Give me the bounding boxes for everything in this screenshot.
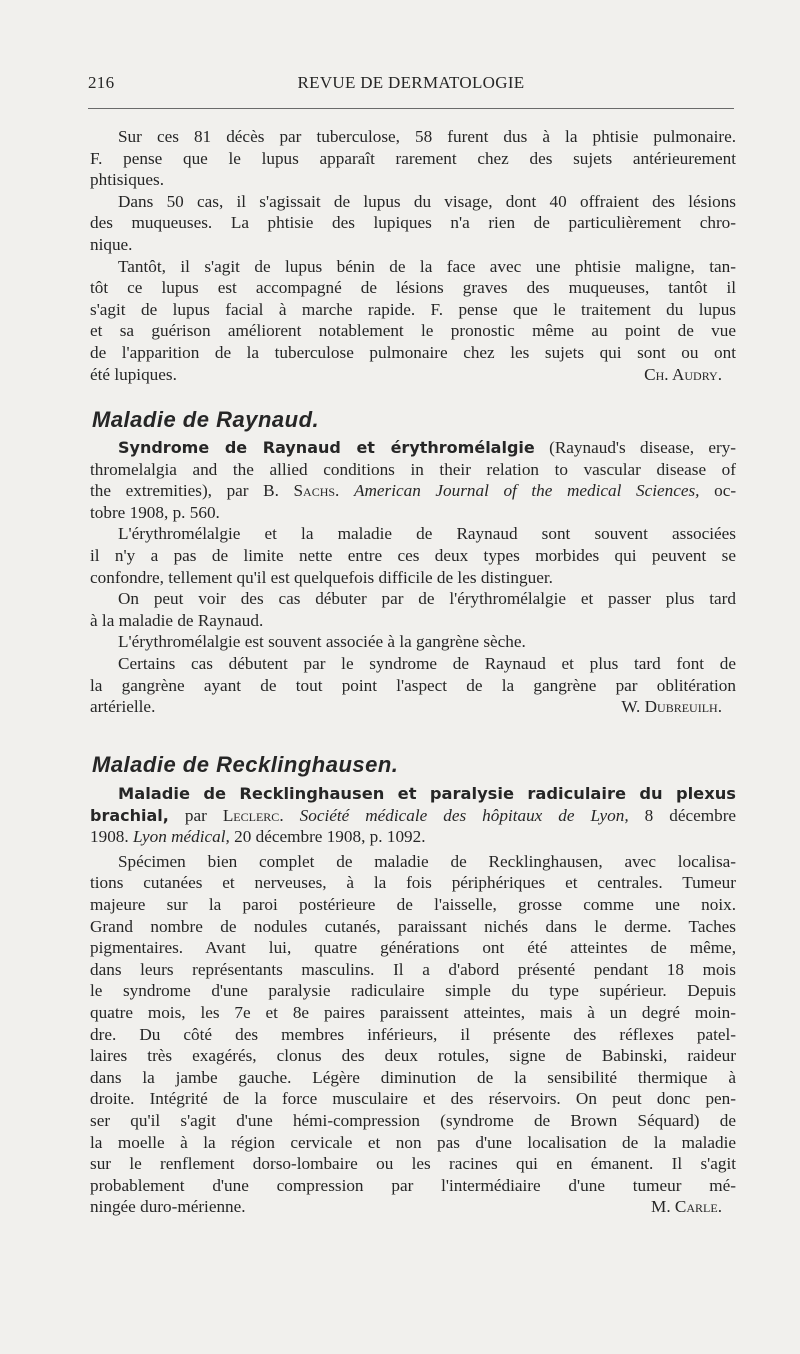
- text-line: droite. Intégrité de la force musculaire et des réservoirs. On peut donc pen-: [90, 1089, 736, 1109]
- text-line: tions cutanées et nerveuses, à la fois périphériques et centrales. Tumeur: [90, 873, 736, 893]
- page-number: 216: [88, 73, 115, 92]
- text-line: On peut voir des cas débuter par de l'érythromélalgie et passer plus tard: [118, 589, 736, 609]
- text-line: quatre mois, les 7e et 8e paires paraissent atteintes, mais à un degré moin-: [90, 1002, 736, 1022]
- text-line: L'érythromélalgie est souvent associée à la gangrène sèche.: [118, 632, 526, 652]
- reference-line: the extremities), par B. Sachs. American Journal of the medical Sciences, oc-: [90, 481, 737, 501]
- reference-line: Syndrome de Raynaud et érythromélalgie (Raynaud's disease, ery-: [118, 438, 737, 457]
- text-line: artérielle.: [90, 697, 156, 717]
- text-line: ningée duro-mérienne.: [90, 1197, 246, 1217]
- section-heading: Maladie de Raynaud.: [92, 407, 320, 432]
- running-header: [88, 73, 734, 99]
- text-line: Sur ces 81 décès par tuberculose, 58 furent dus à la phtisie pulmonaire.: [118, 127, 736, 146]
- text-line: et sa guérison améliorent notablement le pronostic même au point de vue: [90, 321, 736, 341]
- section-heading: Maladie de Recklinghausen.: [92, 752, 399, 777]
- text-line: dans la jambe gauche. Légère diminution de la sensibilité thermique à: [90, 1067, 736, 1087]
- author-signature: Ch. Audry.: [644, 364, 722, 384]
- article-title: Maladie de Recklinghausen et paralysie radiculaire du plexus: [118, 784, 736, 803]
- text-line: Dans 50 cas, il s'agissait de lupus du visage, dont 40 offraient des lésions: [118, 191, 736, 211]
- text-line: nique.: [90, 234, 133, 254]
- intro-text: [90, 126, 736, 385]
- journal-name: Lyon médical,: [132, 827, 230, 847]
- text-line: à la maladie de Raynaud.: [90, 610, 264, 630]
- text-line: dans leurs représentants masculins. Il a d'abord présenté pendant 18 mois: [90, 959, 736, 979]
- text-line: été lupiques.: [90, 364, 177, 384]
- text-line: la gangrène ayant de tout point l'aspect de la gangrène par oblitération: [90, 675, 736, 695]
- reference-line: brachial, par Leclerc. Société médicale des hôpitaux de Lyon, 8 décembre: [90, 805, 737, 825]
- article-title: Syndrome de Raynaud et érythromélalgie: [118, 438, 535, 457]
- reference-line: 1908. Lyon médical, 20 décembre 1908, p. 1092.: [90, 827, 426, 847]
- text-line: la moelle à la région cervicale et non pas d'une localisation de la maladie: [90, 1132, 736, 1152]
- text-line: majeure sur la paroi postérieure de l'aisselle, grosse comme une noix.: [90, 894, 736, 914]
- text-line: laires très exagérés, clonus des deux rotules, signe de Babinski, raideur: [90, 1046, 736, 1066]
- text-line: des muqueuses. La phtisie des lupiques n'a rien de particulièrement chro-: [90, 213, 736, 233]
- signature-line: [90, 1196, 736, 1218]
- text-line: Grand nombre de nodules cutanés, paraissant nichés dans le derme. Taches: [90, 916, 736, 936]
- signature-line: [90, 696, 736, 718]
- text-line: sur le renflement dorso-lombaire ou les racines qui en émanent. Il s'agit: [90, 1154, 736, 1174]
- text-line: le syndrome d'une paralysie radiculaire simple du type supérieur. Depuis: [90, 981, 736, 1001]
- author-signature: W. Dubreuilh.: [621, 697, 722, 717]
- author-signature: M. Carle.: [651, 1197, 722, 1217]
- journal-name: American Journal of the medical Sciences,: [353, 481, 700, 501]
- signature-line: [90, 364, 736, 386]
- text-line: confondre, tellement qu'il est quelquefois difficile de les distinguer.: [90, 567, 553, 587]
- text-line: de l'apparition de la tuberculose pulmonaire chez les sujets qui sont ou ont: [90, 342, 736, 362]
- text-line: pigmentaires. Avant lui, quatre générations ont été atteintes de même,: [90, 938, 736, 958]
- text-line: Tantôt, il s'agit de lupus bénin de la face avec une phtisie maligne, tan-: [118, 256, 736, 276]
- journal-name: Société médicale des hôpitaux de Lyon,: [299, 805, 629, 825]
- text-line: s'agit de lupus facial à marche rapide. F. pense que le traitement du lupus: [90, 299, 736, 319]
- text-line: Spécimen bien complet de maladie de Recklinghausen, avec localisa-: [118, 851, 736, 871]
- text-line: phtisiques.: [90, 170, 165, 190]
- text-line: Certains cas débutent par le syndrome de Raynaud et plus tard font de: [118, 653, 736, 673]
- text-line: L'érythromélalgie et la maladie de Raynaud sont souvent associées: [118, 524, 736, 544]
- section2-text: [90, 783, 736, 1218]
- section1-text: [90, 437, 736, 718]
- text-line: tôt ce lupus est accompagné de lésions graves des muqueuses, tantôt il: [90, 278, 736, 298]
- text-line: F. pense que le lupus apparaît rarement chez des sujets antérieurement: [90, 148, 736, 168]
- text-line: ser qu'il s'agit d'une hémi-compression (syndrome de Brown Séquard) de: [90, 1110, 736, 1130]
- text-line: dre. Du côté des membres inférieurs, il présente des réflexes patel-: [90, 1024, 736, 1044]
- text-line: il n'y a pas de limite nette entre ces deux types morbides qui peuvent se: [90, 545, 736, 565]
- reference-line: tobre 1908, p. 560.: [90, 502, 220, 522]
- journal-title: REVUE DE DERMATOLOGIE: [297, 73, 525, 92]
- reference-line: thromelalgia and the allied conditions in their relation to vascular disease of: [90, 459, 736, 479]
- header-rule: [88, 108, 734, 109]
- text-line: probablement d'une compression par l'intermédiaire d'une tumeur mé-: [90, 1175, 736, 1195]
